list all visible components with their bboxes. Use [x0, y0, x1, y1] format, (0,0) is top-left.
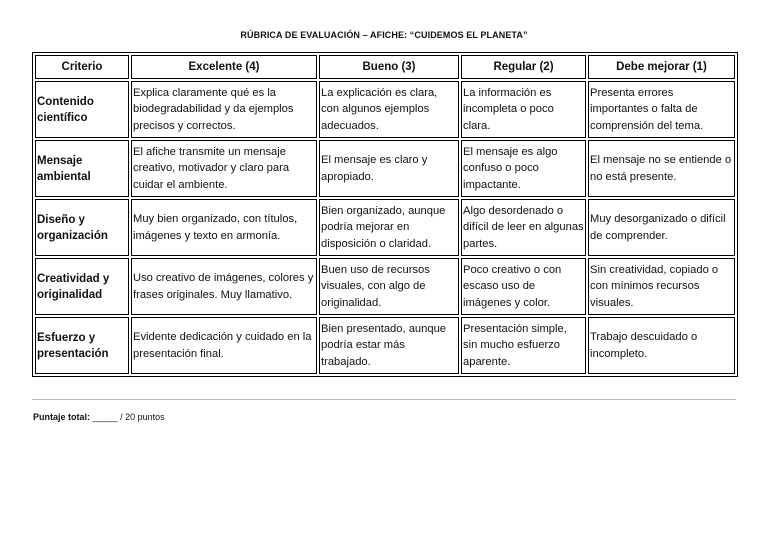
score-label: Puntaje total:	[33, 412, 91, 422]
table-row	[35, 140, 735, 197]
table-cell: Poco creativo o con escaso uso de imágenes y color.	[461, 258, 586, 315]
table-cell: Presenta errores importantes o falta de comprensión del tema.	[588, 81, 735, 138]
header-excelente: Excelente (4)	[131, 55, 317, 79]
table-cell: La explicación es clara, con algunos ejemplos adecuados.	[319, 81, 459, 138]
table-cell: Uso creativo de imágenes, colores y frases originales. Muy llamativo.	[131, 258, 317, 315]
table-cell: Muy desorganizado o difícil de comprender.	[588, 199, 735, 256]
table-cell: Bien presentado, aunque podría estar más trabajado.	[319, 317, 459, 374]
header-bueno: Bueno (3)	[319, 55, 459, 79]
table-cell: La información es incompleta o poco clara.	[461, 81, 586, 138]
table-cell: Presentación simple, sin mucho esfuerzo aparente.	[461, 317, 586, 374]
header-criterio: Criterio	[35, 55, 129, 79]
table-cell: El mensaje es claro y apropiado.	[319, 140, 459, 197]
table-cell: Evidente dedicación y cuidado en la presentación final.	[131, 317, 317, 374]
table-cell: Explica claramente qué es la biodegradabilidad y da ejemplos precisos y correctos.	[131, 81, 317, 138]
table-row	[35, 199, 735, 256]
table-cell: Bien organizado, aunque podría mejorar en disposición o claridad.	[319, 199, 459, 256]
header-debe-mejorar: Debe mejorar (1)	[588, 55, 735, 79]
table-cell: Trabajo descuidado o incompleto.	[588, 317, 735, 374]
table-cell: Algo desordenado o difícil de leer en algunas partes.	[461, 199, 586, 256]
criterion-cell: Creatividad y originalidad	[35, 258, 129, 315]
table-cell: Buen uso de recursos visuales, con algo de originalidad.	[319, 258, 459, 315]
score-blank: _____	[92, 412, 118, 422]
table-row	[35, 258, 735, 315]
criterion-cell: Mensaje ambiental	[35, 140, 129, 197]
table-cell: El mensaje no se entiende o no está presente.	[588, 140, 735, 197]
rubric-table	[32, 52, 738, 377]
criterion-cell: Contenido científico	[35, 81, 129, 138]
table-row	[35, 81, 735, 138]
table-row	[35, 317, 735, 374]
criterion-cell: Diseño y organización	[35, 199, 129, 256]
score-suffix: / 20 puntos	[120, 412, 165, 422]
header-regular: Regular (2)	[461, 55, 586, 79]
document-title: RÚBRICA DE EVALUACIÓN – AFICHE: “CUIDEMOS EL PLANETA”	[240, 30, 528, 40]
table-cell: Muy bien organizado, con títulos, imágenes y texto en armonía.	[131, 199, 317, 256]
table-cell: El mensaje es algo confuso o poco impactante.	[461, 140, 586, 197]
divider	[32, 399, 736, 400]
score-line	[33, 412, 165, 422]
header-row	[35, 55, 735, 79]
table-cell: El afiche transmite un mensaje creativo, motivador y claro para cuidar el ambiente.	[131, 140, 317, 197]
criterion-cell: Esfuerzo y presentación	[35, 317, 129, 374]
table-cell: Sin creatividad, copiado o con mínimos recursos visuales.	[588, 258, 735, 315]
